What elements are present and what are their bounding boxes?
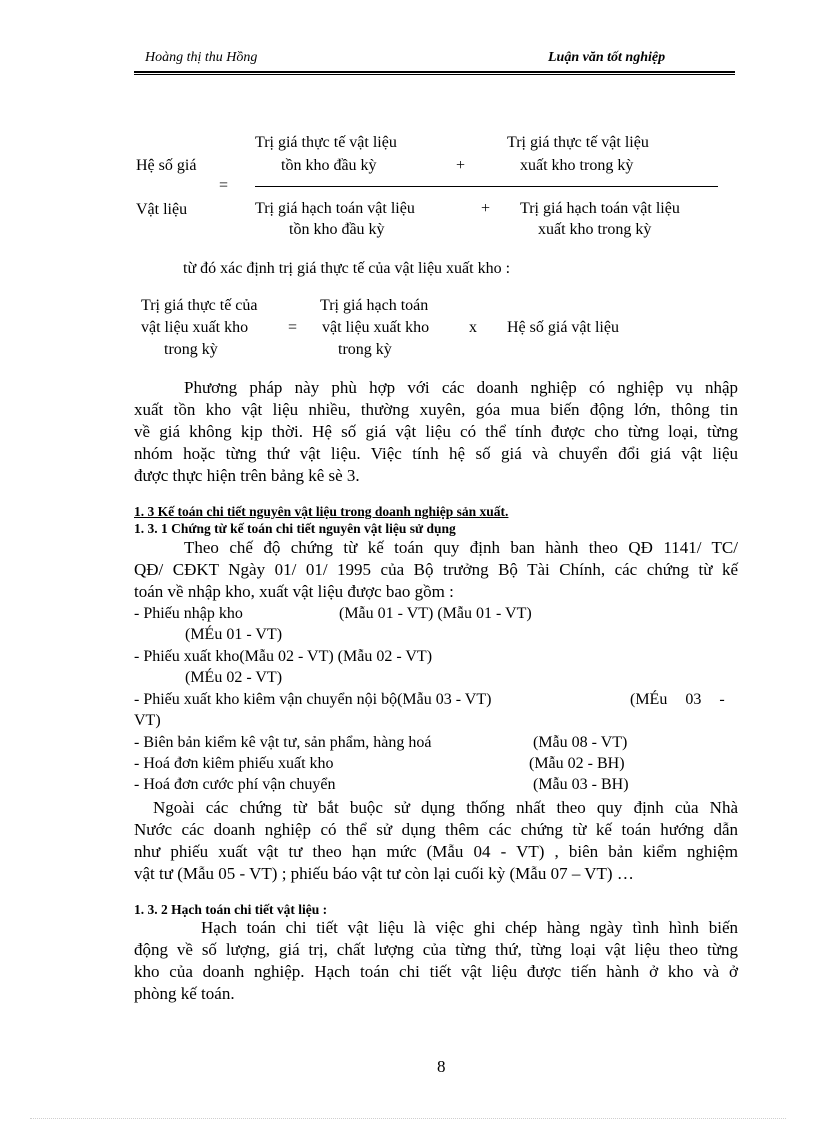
- formula1-num-a-1: Trị giá thực tế vật liệu: [255, 134, 397, 151]
- formula1-den-a-1: Trị giá hạch toán vật liệu: [255, 200, 415, 217]
- page-edge-dotted-line: [30, 1118, 786, 1119]
- list-item-name: - Phiếu xuất kho(Mẫu 02 - VT) (Mẫu 02 - VT): [134, 648, 433, 665]
- paragraph-1-line: Phương pháp này phù hợp với các doanh nghiệp có nghiệp vụ nhập: [184, 378, 738, 397]
- formula2-a3: trong kỳ: [164, 341, 218, 358]
- list-item-code: (MÉu 03 -: [630, 691, 725, 708]
- paragraph-2-line: QĐ/ CĐKT Ngày 01/ 01/ 1995 của Bộ trưởng Bộ Tài Chính, các chứng từ kế: [134, 560, 738, 579]
- formula2-a1: Trị giá thực tế của: [141, 297, 258, 314]
- list-item-code: (Mẫu 01 - VT) (Mẫu 01 - VT): [339, 605, 532, 622]
- list-item-code: (Mẫu 03 - BH): [533, 776, 629, 793]
- paragraph-1-line: về giá không kịp thời. Hệ số giá vật liệu có thể tính được cho từng loại, từng: [134, 422, 738, 441]
- paragraph-1: [134, 377, 738, 487]
- paragraph-3-line: vật tư (Mẫu 05 - VT) ; phiếu báo vật tư còn lại cuối kỳ (Mẫu 07 – VT) …: [134, 864, 634, 883]
- formula1-den-b-2: xuất kho trong kỳ: [538, 221, 652, 238]
- formula1-num-b-1: Trị giá thực tế vật liệu: [507, 134, 649, 151]
- paragraph-4-line: động về số lượng, giá trị, chất lượng của từng thứ, từng loại vật liệu theo từng: [134, 940, 738, 959]
- formula2-a2: vật liệu xuất kho: [141, 319, 249, 336]
- list-item-continuation: VT): [134, 712, 161, 729]
- list-item-name: - Phiếu nhập kho: [134, 605, 243, 622]
- formula1-num-a-2: tồn kho đầu kỳ: [281, 157, 377, 174]
- paragraph-1-line: nhóm hoặc từng thứ vật liệu. Việc tính hệ số giá và chuyển đổi giá vật liệu: [134, 444, 738, 463]
- formula2-times: x: [469, 319, 477, 336]
- header-rule-thick: [134, 74, 735, 75]
- list-item-name: - Biên bản kiểm kê vật tư, sản phẩm, hàng hoá: [134, 734, 432, 751]
- paragraph-2-line: toán về nhập kho, xuất vật liệu được bao gồm :: [134, 582, 454, 601]
- formula2-b3: trong kỳ: [338, 341, 392, 358]
- formula1-den-b-1: Trị giá hạch toán vật liệu: [520, 200, 680, 217]
- paragraph-4: [134, 917, 738, 1005]
- formula1-label-top: Hệ số giá: [136, 157, 197, 174]
- formula2-eq: =: [288, 319, 298, 336]
- formula1-equals: =: [219, 177, 229, 194]
- formula2-b1: Trị giá hạch toán: [320, 297, 429, 314]
- formula1-plus-bottom: +: [481, 200, 491, 217]
- list-item-name: - Hoá đơn kiêm phiếu xuất kho: [134, 755, 334, 772]
- header-rule: [134, 71, 735, 73]
- paragraph-3-line: Ngoài các chứng từ bắt buộc sử dụng thống nhất theo quy định của Nhà: [153, 798, 738, 817]
- formula1-label-bottom: Vật liệu: [136, 201, 188, 218]
- paragraph-2: [134, 537, 738, 603]
- header-author: Hoàng thị thu Hồng: [145, 50, 258, 65]
- list-item-code: (Mẫu 02 - BH): [529, 755, 625, 772]
- list-item-extra: (MÉu 02 - VT): [185, 669, 283, 686]
- paragraph-3: [134, 797, 738, 885]
- formula2-b2: vật liệu xuất kho: [322, 319, 430, 336]
- intro-line: từ đó xác định trị giá thực tế của vật liệu xuất kho :: [183, 260, 511, 277]
- paragraph-3-line: Nước các doanh nghiệp có thể sử dụng thêm các chứng từ kế toán hướng dẫn: [134, 820, 738, 839]
- header-doc-type: Luận văn tốt nghiệp: [548, 50, 666, 65]
- formula1-num-b-2: xuất kho trong kỳ: [520, 157, 634, 174]
- paragraph-1-line: xuất tồn kho vật liệu nhiều, thường xuyên, góa mua biến động lớn, thông tin: [134, 400, 738, 419]
- formula2-c: Hệ số giá vật liệu: [507, 319, 619, 336]
- section-heading-1-3-1: 1. 3. 1 Chứng từ kế toán chi tiết nguyên vật liệu sử dụng: [134, 521, 456, 536]
- list-item-extra: (MÉu 01 - VT): [185, 626, 283, 643]
- section-heading-1-3-2: 1. 3. 2 Hạch toán chi tiết vật liệu :: [134, 902, 328, 917]
- list-item-code: (Mẫu 08 - VT): [533, 734, 628, 751]
- paragraph-1-line: được thực hiện trên bảng kê sè 3.: [134, 466, 360, 485]
- paragraph-3-line: như phiếu xuất vật tư theo hạn mức (Mẫu 04 - VT) , biên bản kiểm nghiệm: [134, 842, 738, 861]
- paragraph-4-line: phòng kế toán.: [134, 984, 235, 1003]
- section-heading-1-3: 1. 3 Kế toán chi tiết nguyên vật liệu trong doanh nghiệp sản xuất.: [134, 504, 509, 519]
- paragraph-2-line: Theo chế độ chứng từ kế toán quy định ban hành theo QĐ 1141/ TC/: [184, 538, 738, 557]
- paragraph-4-line: Hạch toán chi tiết vật liệu là việc ghi chép hàng ngày tình hình biến: [201, 918, 738, 937]
- formula1-plus-top: +: [456, 157, 466, 174]
- page-number: 8: [437, 1057, 446, 1076]
- list-item-name: - Hoá đơn cước phí vận chuyển: [134, 776, 336, 793]
- fraction-bar: [255, 186, 718, 187]
- list-item-name: - Phiếu xuất kho kiêm vận chuyển nội bộ(Mẫu 03 - VT): [134, 691, 492, 708]
- formula1-den-a-2: tồn kho đầu kỳ: [289, 221, 385, 238]
- paragraph-4-line: kho của doanh nghiệp. Hạch toán chi tiết vật liệu được tiến hành ở kho và ở: [134, 962, 738, 981]
